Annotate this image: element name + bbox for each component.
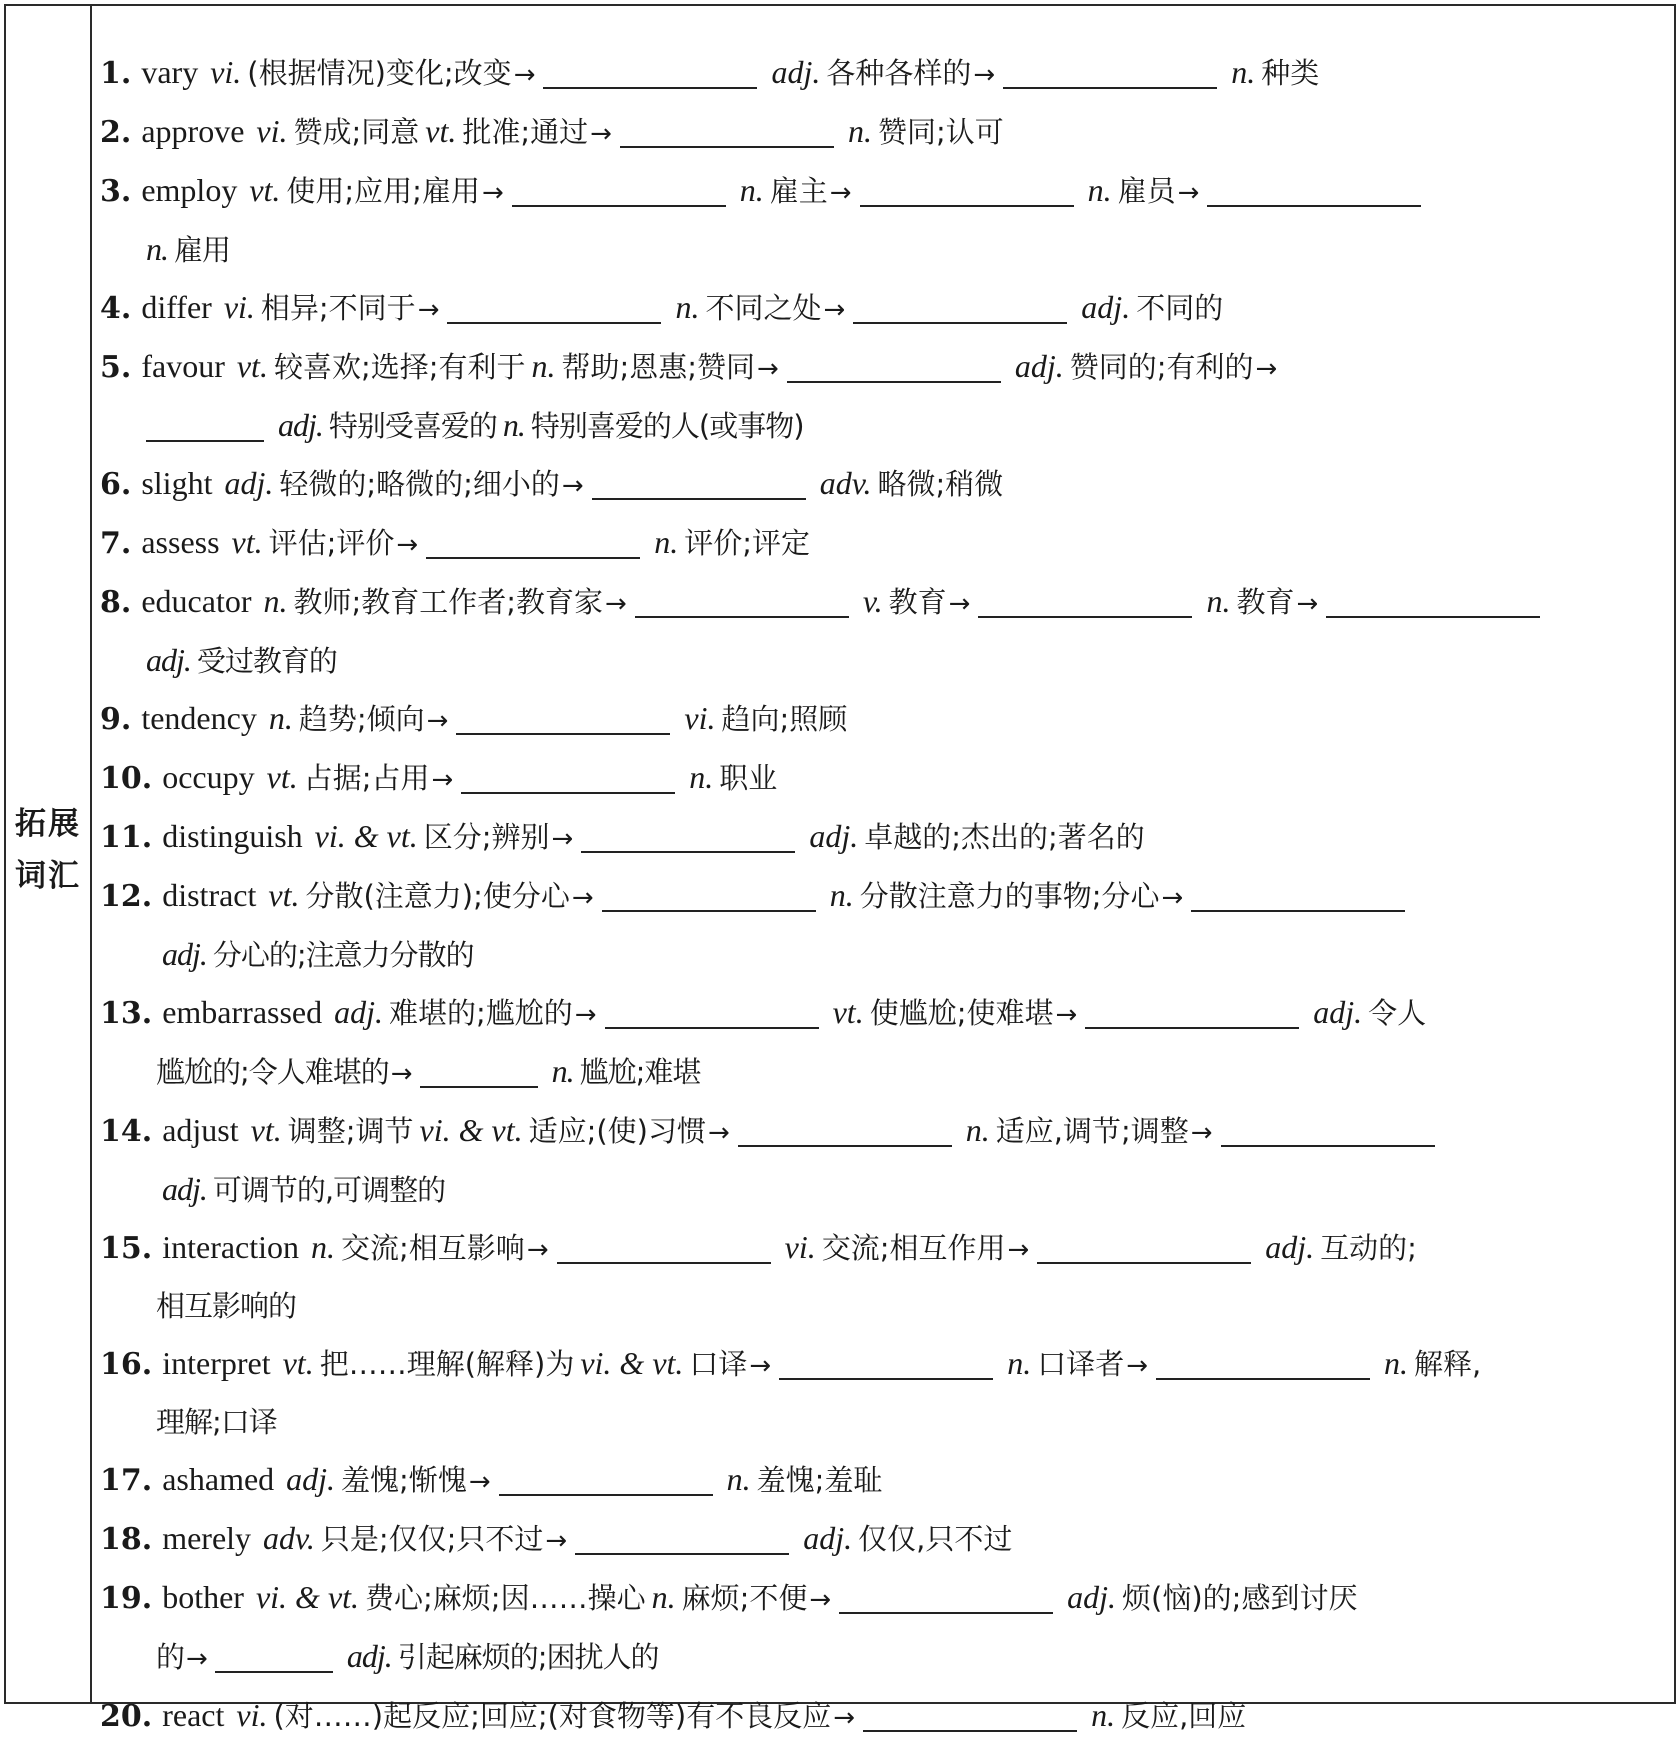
definition: (对……)起反应;回应;(对食物等)有不良反应 — [273, 1699, 832, 1733]
entry-continuation-line — [100, 221, 1656, 279]
part-of-speech: vt. — [832, 994, 864, 1030]
answer-blank[interactable] — [1221, 1111, 1435, 1147]
answer-blank[interactable] — [620, 112, 834, 148]
part-of-speech: adj. — [346, 1638, 392, 1674]
entry-continuation-line — [100, 397, 1656, 455]
entry-line — [100, 1102, 1656, 1161]
answer-blank[interactable] — [1156, 1344, 1370, 1380]
entry-number: 13. — [100, 996, 153, 1031]
part-of-speech: adj. — [224, 465, 274, 501]
part-of-speech: adj. — [1265, 1229, 1315, 1265]
answer-blank[interactable] — [605, 993, 819, 1029]
entry-number: 9. — [100, 702, 132, 737]
definition: 评价;评定 — [684, 526, 810, 560]
vocab-entry — [100, 455, 1656, 514]
answer-blank[interactable] — [860, 171, 1074, 207]
headword: educator — [141, 583, 252, 619]
part-of-speech: n. — [502, 407, 525, 443]
entry-number: 14. — [100, 1114, 153, 1149]
answer-blank[interactable] — [602, 876, 816, 912]
vocab-entry — [100, 808, 1656, 867]
definition: 卓越的;杰出的;著名的 — [864, 820, 1145, 854]
arrow-icon: → — [590, 119, 612, 149]
answer-blank[interactable] — [499, 1460, 713, 1496]
part-of-speech: vi. — [256, 113, 288, 149]
definition: 略微;稍微 — [877, 467, 1004, 501]
part-of-speech: n. — [689, 759, 714, 795]
part-of-speech: n. — [1231, 54, 1256, 90]
headword: merely — [162, 1520, 252, 1556]
definition: 使尴尬;使难堪 — [869, 996, 1054, 1030]
entry-number: 16. — [100, 1347, 153, 1382]
part-of-speech: vi. & vt. — [419, 1112, 523, 1148]
arrow-icon: → — [829, 178, 852, 208]
answer-blank[interactable] — [1003, 53, 1217, 89]
part-of-speech: n. — [551, 1053, 574, 1089]
definition: 教育 — [1236, 585, 1295, 619]
answer-blank[interactable] — [557, 1228, 771, 1264]
definition: 教育 — [888, 585, 947, 619]
part-of-speech: adv. — [263, 1520, 315, 1556]
definition: 羞愧;羞耻 — [756, 1463, 883, 1497]
vocab-entry — [100, 162, 1656, 279]
definition: 交流;相互作用 — [821, 1231, 1006, 1265]
arrow-icon: → — [605, 589, 627, 619]
definition: 分散(注意力);使分心 — [305, 879, 570, 913]
headword: react — [162, 1697, 225, 1733]
headword: embarrassed — [162, 994, 323, 1030]
headword: adjust — [162, 1112, 239, 1148]
part-of-speech: adj. — [1067, 1579, 1117, 1615]
entry-line — [100, 867, 1656, 926]
part-of-speech: n. — [146, 231, 168, 267]
part-of-speech: vt. — [249, 172, 281, 208]
part-of-speech: n. — [675, 289, 700, 325]
vocab-entry — [100, 867, 1656, 984]
part-of-speech: vt. — [425, 113, 457, 149]
part-of-speech: n. — [829, 877, 854, 913]
definition: 烦(恼)的;感到讨厌 — [1122, 1581, 1358, 1615]
arrow-icon: → — [757, 354, 779, 384]
definition: 理解;口译 — [156, 1405, 277, 1439]
part-of-speech: adj. — [162, 936, 207, 972]
arrow-icon: → — [468, 1467, 491, 1497]
entry-number: 17. — [100, 1463, 153, 1498]
arrow-icon: → — [513, 60, 536, 90]
entry-continuation-line — [100, 1043, 1656, 1102]
arrow-icon: → — [749, 1351, 772, 1381]
part-of-speech: vt. — [231, 524, 263, 560]
entry-number: 2. — [100, 115, 132, 150]
part-of-speech: adj. — [286, 1461, 336, 1497]
entry-line — [100, 279, 1656, 338]
part-of-speech: vt. — [266, 759, 298, 795]
definition: 相互影响的 — [156, 1289, 297, 1323]
part-of-speech: adj. — [803, 1520, 853, 1556]
arrow-icon: → — [1177, 178, 1200, 208]
definition: 趋向;照顾 — [721, 702, 848, 736]
entry-line — [100, 44, 1656, 103]
vocab-entry — [100, 1451, 1656, 1510]
arrow-icon: → — [809, 1585, 832, 1615]
arrow-icon: → — [1255, 354, 1278, 384]
headword: occupy — [162, 759, 255, 795]
answer-blank[interactable] — [447, 288, 661, 324]
definition: 的 — [156, 1640, 185, 1674]
arrow-icon: → — [1126, 1351, 1149, 1381]
part-of-speech: vt. — [250, 1112, 282, 1148]
arrow-icon: → — [948, 589, 971, 619]
vocab-entry — [100, 749, 1656, 808]
headword: employ — [141, 172, 238, 208]
arrow-icon: → — [426, 706, 449, 736]
answer-blank[interactable] — [1207, 171, 1421, 207]
definition: 特别受喜爱的 — [328, 409, 497, 443]
entry-line — [100, 338, 1656, 397]
arrow-icon: → — [417, 295, 440, 325]
vocab-entry — [100, 44, 1656, 103]
part-of-speech: vt. — [282, 1345, 314, 1381]
headword: distract — [162, 877, 257, 913]
definition: 雇用 — [174, 233, 231, 267]
part-of-speech: n. — [965, 1112, 990, 1148]
definition: 适应;(使)习惯 — [528, 1114, 706, 1148]
vocab-entry — [100, 573, 1656, 690]
part-of-speech: vi. & vt. — [255, 1579, 360, 1615]
arrow-icon: → — [833, 1703, 856, 1733]
part-of-speech: adj. — [146, 642, 191, 678]
definition: 较喜欢;选择;有利于 — [273, 350, 526, 384]
arrow-icon: → — [545, 1526, 568, 1556]
vocab-entry — [100, 514, 1656, 573]
definition: 各种各样的 — [826, 56, 972, 90]
answer-blank[interactable] — [978, 582, 1192, 618]
entry-line — [100, 162, 1656, 221]
vocab-entry — [100, 1335, 1656, 1451]
definition: 费心;麻烦;因……操心 — [365, 1581, 646, 1615]
entry-line — [100, 1510, 1656, 1569]
answer-blank[interactable] — [461, 758, 675, 794]
definition: 趋势;倾向 — [298, 702, 425, 736]
answer-blank[interactable] — [426, 523, 640, 559]
definition: 轻微的;略微的;细小的 — [279, 467, 560, 501]
definition: 羞愧;惭愧 — [341, 1463, 467, 1497]
vocab-entry — [100, 1102, 1656, 1219]
answer-blank[interactable] — [779, 1344, 993, 1380]
vocabulary-list — [100, 44, 1656, 1746]
vocab-entry — [100, 103, 1656, 162]
sidebar-label — [6, 798, 90, 902]
headword: tendency — [141, 700, 257, 736]
answer-blank[interactable] — [738, 1111, 952, 1147]
part-of-speech: vi. & vt. — [314, 818, 418, 854]
definition: 帮助;恩惠;赞同 — [561, 350, 756, 384]
definition: 交流;相互影响 — [341, 1231, 525, 1265]
definition: 占据;占用 — [303, 761, 430, 795]
entry-continuation-line — [100, 1628, 1656, 1687]
definition: 仅仅,只不过 — [858, 1522, 1013, 1556]
entry-number: 15. — [100, 1231, 153, 1266]
part-of-speech: adj. — [1313, 994, 1363, 1030]
part-of-speech: adj. — [1081, 289, 1131, 325]
part-of-speech: n. — [847, 113, 872, 149]
answer-blank[interactable] — [592, 464, 806, 500]
part-of-speech: vi. — [784, 1229, 816, 1265]
definition: 批准;通过 — [462, 115, 589, 149]
headword: vary — [141, 54, 199, 90]
answer-blank[interactable] — [839, 1578, 1053, 1614]
entry-continuation-line — [100, 1161, 1656, 1219]
definition: 不同的 — [1136, 291, 1224, 325]
part-of-speech: vi. & vt. — [580, 1345, 684, 1381]
definition: 赞同的;有利的 — [1069, 350, 1254, 384]
answer-blank[interactable] — [146, 406, 264, 442]
part-of-speech: vi. — [236, 1697, 268, 1733]
arrow-icon: → — [823, 295, 846, 325]
definition: 尴尬;难堪 — [579, 1055, 701, 1089]
part-of-speech: adj. — [809, 818, 859, 854]
vocab-entry — [100, 984, 1656, 1102]
arrow-icon: → — [551, 824, 574, 854]
vocab-entry — [100, 1569, 1656, 1687]
entry-number: 6. — [100, 467, 132, 502]
definition: 赞同;认可 — [877, 115, 1004, 149]
definition: 解释, — [1414, 1347, 1482, 1381]
headword: distinguish — [162, 818, 303, 854]
definition: 受过教育的 — [196, 644, 337, 678]
definition: 互动的; — [1320, 1231, 1417, 1265]
definition: 区分;辨别 — [423, 820, 550, 854]
arrow-icon: → — [571, 883, 594, 913]
part-of-speech: n. — [531, 348, 556, 384]
vocab-entry — [100, 1510, 1656, 1569]
answer-blank[interactable] — [1191, 876, 1405, 912]
definition: 种类 — [1261, 56, 1320, 90]
definition: 相异;不同于 — [260, 291, 416, 325]
definition: 引起麻烦的;困扰人的 — [397, 1640, 659, 1674]
entry-line — [100, 749, 1656, 808]
definition: 令人 — [1368, 996, 1427, 1030]
part-of-speech: n. — [1384, 1345, 1409, 1381]
entry-line — [100, 808, 1656, 867]
definition: 特别喜爱的人(或事物) — [530, 409, 804, 443]
answer-blank[interactable] — [635, 582, 849, 618]
answer-blank[interactable] — [215, 1637, 333, 1673]
definition: 只是;仅仅;只不过 — [320, 1522, 544, 1556]
entry-number: 11. — [100, 820, 153, 855]
part-of-speech: n. — [739, 172, 764, 208]
part-of-speech: adj. — [1014, 348, 1064, 384]
entry-number: 3. — [100, 174, 132, 209]
entry-line — [100, 1687, 1656, 1746]
arrow-icon: → — [574, 1000, 597, 1030]
definition: 分心的;注意力分散的 — [212, 938, 474, 972]
part-of-speech: n. — [1091, 1697, 1116, 1733]
headword: differ — [141, 289, 212, 325]
definition: 雇主 — [769, 174, 828, 208]
part-of-speech: vi. — [684, 700, 716, 736]
arrow-icon: → — [396, 530, 419, 560]
part-of-speech: n. — [1206, 583, 1231, 619]
headword: approve — [141, 113, 245, 149]
part-of-speech: vi. — [210, 54, 242, 90]
part-of-speech: adj. — [334, 994, 384, 1030]
part-of-speech: n. — [263, 583, 288, 619]
part-of-speech: n. — [1087, 172, 1112, 208]
answer-blank[interactable] — [787, 347, 1001, 383]
arrow-icon: → — [431, 765, 454, 795]
definition: 不同之处 — [705, 291, 822, 325]
definition: 教师;教育工作者;教育家 — [293, 585, 604, 619]
entry-line — [100, 1335, 1656, 1394]
arrow-icon: → — [1296, 589, 1319, 619]
headword: favour — [141, 348, 225, 384]
entry-line — [100, 984, 1656, 1043]
entry-number: 10. — [100, 761, 153, 796]
arrow-icon: → — [973, 60, 996, 90]
headword: interaction — [162, 1229, 300, 1265]
definition: 调整;调节 — [287, 1114, 414, 1148]
part-of-speech: n. — [1007, 1345, 1032, 1381]
headword: assess — [141, 524, 220, 560]
sidebar-label-line1: 拓展 — [15, 806, 81, 842]
part-of-speech: adj. — [771, 54, 821, 90]
entry-number: 4. — [100, 291, 132, 326]
definition: 可调节的,可调整的 — [212, 1173, 446, 1207]
part-of-speech: v. — [862, 583, 883, 619]
definition: 难堪的;尴尬的 — [389, 996, 573, 1030]
answer-blank[interactable] — [543, 53, 757, 89]
answer-blank[interactable] — [456, 699, 670, 735]
entry-line — [100, 514, 1656, 573]
part-of-speech: vi. — [223, 289, 255, 325]
answer-blank[interactable] — [1326, 582, 1540, 618]
entry-continuation-line — [100, 926, 1656, 984]
entry-line — [100, 690, 1656, 749]
definition: (根据情况)变化;改变 — [247, 56, 512, 90]
vocab-entry — [100, 690, 1656, 749]
arrow-icon: → — [186, 1644, 207, 1674]
vocab-entry — [100, 279, 1656, 338]
definition: 尴尬的;令人难堪的 — [156, 1055, 389, 1089]
arrow-icon: → — [1161, 883, 1184, 913]
sidebar-label-line2: 词汇 — [15, 858, 81, 894]
definition: 雇员 — [1117, 174, 1176, 208]
entry-line — [100, 455, 1656, 514]
entry-line — [100, 103, 1656, 162]
answer-blank[interactable] — [1037, 1228, 1251, 1264]
definition: 把……理解(解释)为 — [319, 1347, 575, 1381]
part-of-speech: n. — [311, 1229, 336, 1265]
arrow-icon: → — [1190, 1118, 1213, 1148]
answer-blank[interactable] — [863, 1696, 1077, 1732]
vocab-entry — [100, 1219, 1656, 1335]
definition: 评估;评价 — [268, 526, 395, 560]
entry-number: 7. — [100, 526, 132, 561]
part-of-speech: adj. — [278, 407, 323, 443]
definition: 使用;应用;雇用 — [286, 174, 480, 208]
entry-line — [100, 1451, 1656, 1510]
entry-line — [100, 573, 1656, 632]
arrow-icon: → — [1007, 1235, 1030, 1265]
headword: bother — [162, 1579, 244, 1615]
headword: interpret — [162, 1345, 271, 1381]
definition: 适应,调节;调整 — [995, 1114, 1189, 1148]
entry-number: 5. — [100, 350, 132, 385]
part-of-speech: vt. — [236, 348, 268, 384]
definition: 口译者 — [1037, 1347, 1125, 1381]
entry-number: 1. — [100, 56, 132, 91]
part-of-speech: n. — [268, 700, 293, 736]
arrow-icon: → — [526, 1235, 549, 1265]
entry-continuation-line — [100, 1394, 1656, 1451]
answer-blank[interactable] — [420, 1052, 538, 1088]
definition: 赞成;同意 — [293, 115, 420, 149]
vocab-entry — [100, 338, 1656, 455]
arrow-icon: → — [390, 1059, 412, 1089]
part-of-speech: vt. — [268, 877, 300, 913]
entry-number: 20. — [100, 1699, 153, 1734]
part-of-speech: n. — [726, 1461, 751, 1497]
answer-blank[interactable] — [512, 171, 726, 207]
entry-line — [100, 1569, 1656, 1628]
definition: 口译 — [689, 1347, 748, 1381]
arrow-icon: → — [561, 471, 584, 501]
arrow-icon: → — [481, 178, 504, 208]
entry-number: 19. — [100, 1581, 153, 1616]
headword: slight — [141, 465, 213, 501]
headword: ashamed — [162, 1461, 275, 1497]
answer-blank[interactable] — [1085, 993, 1299, 1029]
answer-blank[interactable] — [581, 817, 795, 853]
answer-blank[interactable] — [853, 288, 1067, 324]
entry-number: 18. — [100, 1522, 153, 1557]
entry-number: 8. — [100, 585, 132, 620]
definition: 反应,回应 — [1121, 1699, 1247, 1733]
answer-blank[interactable] — [575, 1519, 789, 1555]
definition: 分散注意力的事物;分心 — [859, 879, 1160, 913]
entry-continuation-line — [100, 1278, 1656, 1335]
sidebar — [6, 6, 92, 1702]
part-of-speech: n. — [654, 524, 679, 560]
part-of-speech: adj. — [162, 1171, 207, 1207]
arrow-icon: → — [708, 1118, 730, 1148]
entry-continuation-line — [100, 632, 1656, 690]
part-of-speech: adv. — [819, 465, 872, 501]
definition: 职业 — [719, 761, 778, 795]
definition: 麻烦;不便 — [681, 1581, 808, 1615]
arrow-icon: → — [1055, 1000, 1078, 1030]
vocab-entry — [100, 1687, 1656, 1746]
entry-number: 12. — [100, 879, 153, 914]
part-of-speech: n. — [651, 1579, 676, 1615]
entry-line — [100, 1219, 1656, 1278]
